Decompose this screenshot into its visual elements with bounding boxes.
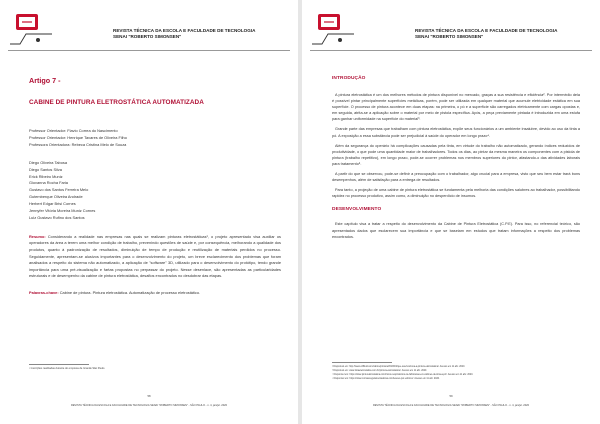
page-number: 59	[449, 394, 453, 398]
abstract-text: Considerando a realidade nas empresas nas quais se realizam pinturas eletrostáticas¹, o projeto apresentado visa auxiliar os operadores da área a terem uma melhor condição de trabalho, prevenindo questões de saúde e, por consequência, melhorando a qualidade dos produtos, quanto à padronização de resultados, diminuição de tempo de produção e reutilização de materiais perdidos no processo. Seguidamente, apresentam-se alusivos importantes para o desenvolvimento do projeto, um breve esclarecimento dos problemas que foram analisados a respeito do sistema não automatizado, a aplicação de "software" 3D, utilizado para o desenvolvimento do protótipo, tendo grande importância para uma pré-visualização e fartas propostas no perpassar do projeto. Nesse desenlace, são apresentadas as particularidades estruturais e de desempenho da cabine de pintura eletrostática, desafios encontrados no desdobrar das etapas.	[29, 233, 281, 279]
header-divider	[310, 50, 592, 51]
article-body	[332, 76, 580, 244]
paragraph: Além da segurança do operário há complicações causadas pela tinta, em virtude do trabalho não automatizado, gerando índices reduzidos de produtividade, o que pode uma quantidade maior de trabalhadores. Todos os dias, ao pintar da mesma maneira os componentes com a pistola de pintura (trabalho repetitivo), em longo prazo, pode-se ocorrer problemas nos membros superiores do pintor, afastando-o das atividades laborais para tratamento⁵.	[332, 143, 580, 166]
author-item: Luiz Gustavo Rufino dos Santos	[29, 214, 85, 220]
advisors-list	[29, 128, 281, 149]
paragraph: Este capítulo visa a tratar a respeito do desenvolvimento da Cabine de Pintura Eletrostática (C.P.E). Para isso, no referencial teórico, são apresentados dados que esclarecem sua importância e que se baseiam em estudos que tratam informações a respeito dos problemas encontrados.	[332, 222, 580, 239]
footnote: ⁴ Disponível em: https://www.pintureletrostatica.com/riscos-respiratorios-na-fabricacao-em-cabines-de-tinta-a-pó/. Acesso em 11 abr. 2020.	[332, 374, 474, 376]
article-title: CABINE DE PINTURA ELETROSTÁTICA AUTOMATIZADA	[29, 99, 204, 106]
journal-title-line1: REVISTA TÉCNICA DA ESCOLA E FACULDADE DE TECNOLOGIA	[113, 28, 256, 33]
footnotes	[332, 362, 580, 381]
right-page	[302, 0, 600, 424]
footnote: ³ Disponível em: www.tintaeletrostatica.com.br/pintura-eletrostatica/. Acesso em 11 abr. 2020.	[332, 370, 427, 372]
header-divider	[8, 50, 290, 51]
author-item: Jennyfer Vitória Moreira Muniz Cornes	[29, 208, 96, 214]
page-header	[0, 6, 298, 52]
advisor-item: Professor Orientador: Henrique Tavares de Oliveira Filho	[29, 134, 127, 140]
page-number: 58	[147, 394, 151, 398]
journal-logo-icon	[8, 10, 54, 48]
author-item: Gutemberque Oliveira Andrade	[29, 194, 83, 200]
keywords-label: Palavras-chave:	[29, 289, 59, 295]
author-item: Diego Santos Silva	[29, 166, 62, 172]
footnote: ¹ Inscrições realizadas durante do empresa de Grande São Paulo	[29, 367, 105, 370]
author-item: Erick Ribeiro Muniz	[29, 173, 63, 179]
footnote-divider	[29, 364, 89, 365]
paragraph: Grande parte das empresas que trabalham com pintura eletrostática, expõe seus funcionários a um ambiente insalubre, devido ao uso da tinta a pó. A exposição a essa substância pode ser prejudicial à saúde do operador em longo prazo⁴.	[332, 127, 580, 138]
paragraph: Para tanto, a projeção de uma cabine de pintura eletrostática se fundamenta pela melhoria das condições salubres ao trabalhador, possibilitando rapidez no processo produtivo, assim como, a diminuição no desperdício de insumos.	[332, 188, 580, 199]
author-item: Giovanna Rocha Faria	[29, 180, 68, 186]
authors-list	[29, 160, 281, 222]
advisor-item: Professor Orientador: Flavio Correa do Nascimento	[29, 128, 118, 133]
paragraph: A partir do que se observou, pode-se definir a preocupação com o trabalhador, algo crucial para a empresa, visto que seu bem estar trará bons desempenhos, além de satisfação para a entrega de resultados.	[332, 172, 580, 183]
journal-title	[113, 28, 293, 39]
author-item: Herbert Edgar Brisi Cornes	[29, 201, 76, 207]
footnote: ² Disponível em: http://www.cdlfluid.com/cabine/pintura/2019/03/que-sua-funciona-a-pintura-eletrostatica/. Acesso em 11 abr. 2020.	[332, 366, 465, 368]
paragraph: A pintura eletrostática é um dos melhores métodos de pintura disponível no mercado, graças a sua resistência e eficiência². Por intermédio dela é possível pintar principalmente superfícies metálicas, porém, pode ser utilizada em qualquer material que acumule eletricidade estática em sua superfície. O processo de pintura acontece em duas etapas: na primeira, o pó e a superfície são carregados eletricamente com cargas opostas e, em seguida, atrita-se a aplicação sobre o material por meio de pistola específica. Após, a peça previamente pintada é introduzida em uma estufa para ganhar uniformidade na superfície do material³.	[332, 93, 580, 122]
author-item: Diego Oliveira Tabosa	[29, 159, 67, 165]
left-page	[0, 0, 298, 424]
page-header	[302, 6, 600, 52]
article-number: Artigo 7 -	[29, 76, 61, 85]
page-footer: REVISTA TÉCNICA DA ESCOLA E FACULDADE DE TECNOLOGIA SENAI "ROBERTO SIMONSEN" - SÃO PAULO - n. 4, jan/jul. 2020	[372, 404, 530, 407]
keywords	[29, 290, 281, 297]
section-heading-development: DESENVOLVIMENTO	[332, 207, 382, 213]
section-heading-introduction: INTRODUÇÃO	[332, 76, 366, 81]
journal-title-line2: SENAI "ROBERTO SIMONSEN"	[415, 33, 484, 39]
advisor-item: Professora Orientadora: Rebeca Cristina Melo de Souza	[29, 141, 127, 147]
abstract-label: Resumo:	[29, 233, 46, 239]
journal-title	[415, 28, 595, 39]
journal-logo-icon	[310, 10, 356, 48]
page-footer: REVISTA TÉCNICA DA ESCOLA E FACULDADE DE TECNOLOGIA SENAI "ROBERTO SIMONSEN" - SÃO PAULO - n. 4, jan/jul. 2020	[70, 404, 228, 407]
footnote: ⁵ Disponível em: https://www.normasregulamentadoras.com/lesoes-por-esforco/. Acesso em 11 abr. 2020.	[332, 378, 440, 380]
author-item: Gustavo dos Santos Ferreira Melo	[29, 187, 89, 193]
keywords-text: Cabine de pintura. Pintura eletrostática. Automatização de processo eletrostático.	[59, 289, 201, 295]
journal-title-line1: REVISTA TÉCNICA DA ESCOLA E FACULDADE DE TECNOLOGIA	[415, 28, 558, 33]
article-body	[29, 76, 281, 296]
journal-title-line2: SENAI "ROBERTO SIMONSEN"	[113, 33, 182, 39]
footnote-divider	[332, 362, 392, 363]
abstract	[29, 234, 281, 280]
